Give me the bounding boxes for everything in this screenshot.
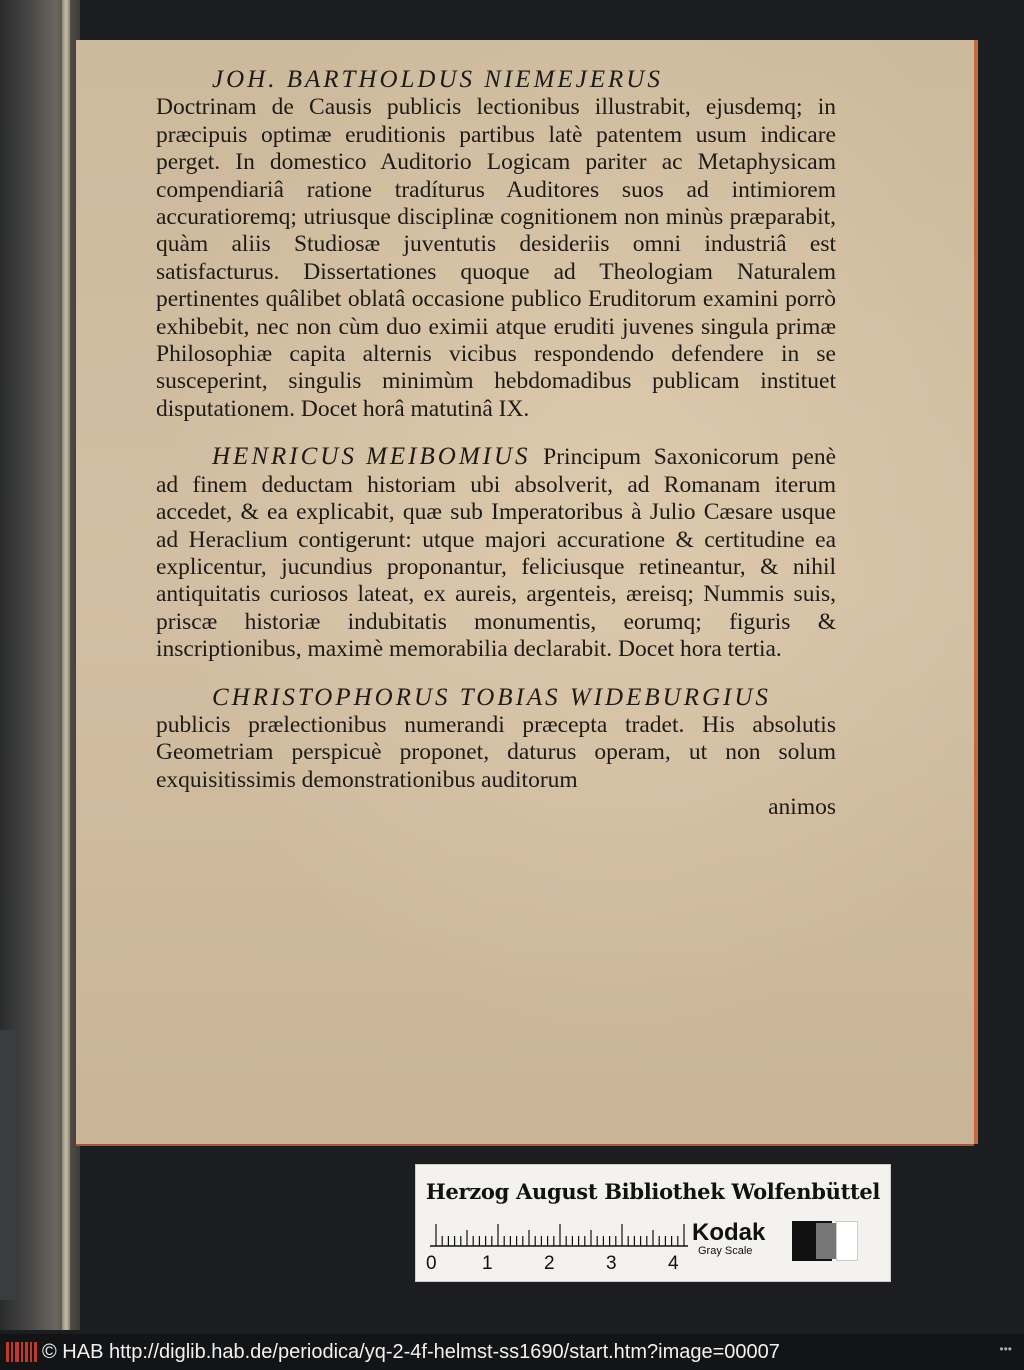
professor-name: HENRICUS MEIBOMIUS [212,443,531,471]
kodak-logo: Kodak [692,1219,766,1246]
ruler-numbers [426,1253,696,1277]
white-patch [836,1221,858,1261]
professor-name: JOH. BARTHOLDUS NIEMEJERUS [212,66,663,93]
source-url[interactable]: © HAB http://diglib.hab.de/periodica/yq-2-4f-helmst-ss1690/start.htm?image=00007 [42,1341,780,1363]
scanned-page [76,40,974,1144]
paragraph-wideburgius [156,684,836,795]
paragraph-text: Principum Saxonicorum penè ad finem deductam historiam ubi absolverit, ad Romanam iterum accedet, & ea explicabit, quæ sub Imperatoribus à Julio Cæsare usque ad Heraclium contigerunt: utque majori accuratione & certitudine ea explicentur, jucundius proponantur, feliciusque retineantur, & nihil antiquitatis curiosos lateat, ex aureis, argenteis, æreisq; Nummis suis, priscæ historiæ indubitatis monumentis, eorumq; figuris & inscriptionibus, maximè memorabilia declarabit. Docet hora tertia. [156,444,836,663]
ruler-number: 4 [668,1253,679,1274]
ruler-number: 3 [606,1253,617,1274]
spine-label [0,1030,18,1300]
paragraph-niemejerus [156,66,836,423]
ruler-icon [430,1217,688,1247]
ruler-number: 2 [544,1253,555,1274]
library-name: Herzog August Bibliothek Wolfenbüttel [425,1179,881,1204]
previous-page-edge [62,0,70,1330]
professor-name: CHRISTOPHORUS TOBIAS WIDEBURGIUS [212,683,771,711]
page-text [156,66,836,822]
library-color-card [415,1164,891,1282]
gray-scale-label: Gray Scale [698,1245,753,1257]
catchword: animos [768,794,836,821]
more-icon[interactable]: ••• [999,1342,1012,1356]
hab-barcode-logo-icon [6,1340,38,1364]
paragraph-meibomius [156,443,836,663]
paragraph-text: Doctrinam de Causis publicis lectionibus illustrabit, ejusdemq; in præcipuis optimæ eruditionis partibus latè patentem usum indicare perget. In domestico Auditorio Logicam pariter ac Metaphysicam compendiariâ ratione tradíturus Auditores suos ad intimiorem accuratioremq; utriusque disciplinæ cognitionem non minùs præparabit, quàm aliis Studiosæ juventutis desideriis omni industriâ est satisfacturus. Dissertationes quoque ad Theologiam Naturalem pertinentes quâlibet oblatâ occasione publico Eruditorum examini porrò exhibebit, nec non cùm duo eximii atque eruditi juvenes singula primæ Philosophiæ capita alternis vicibus respondendo defendere in se susceperint, singulis minimùm hebdomadibus publicam instituet disputationem. Docet horâ matutinâ IX. [156,94,836,422]
paragraph-text: publicis prælectionibus numerandi præcepta tradet. His absolutis Geometriam perspicuè proponet, daturus operam, ut non solum exquisitissimis demonstrationibus auditorum [156,711,836,793]
gray-patch [816,1223,838,1259]
ruler-number: 0 [426,1253,437,1274]
ruler-number: 1 [482,1253,493,1274]
footer-bar [0,1334,1024,1370]
